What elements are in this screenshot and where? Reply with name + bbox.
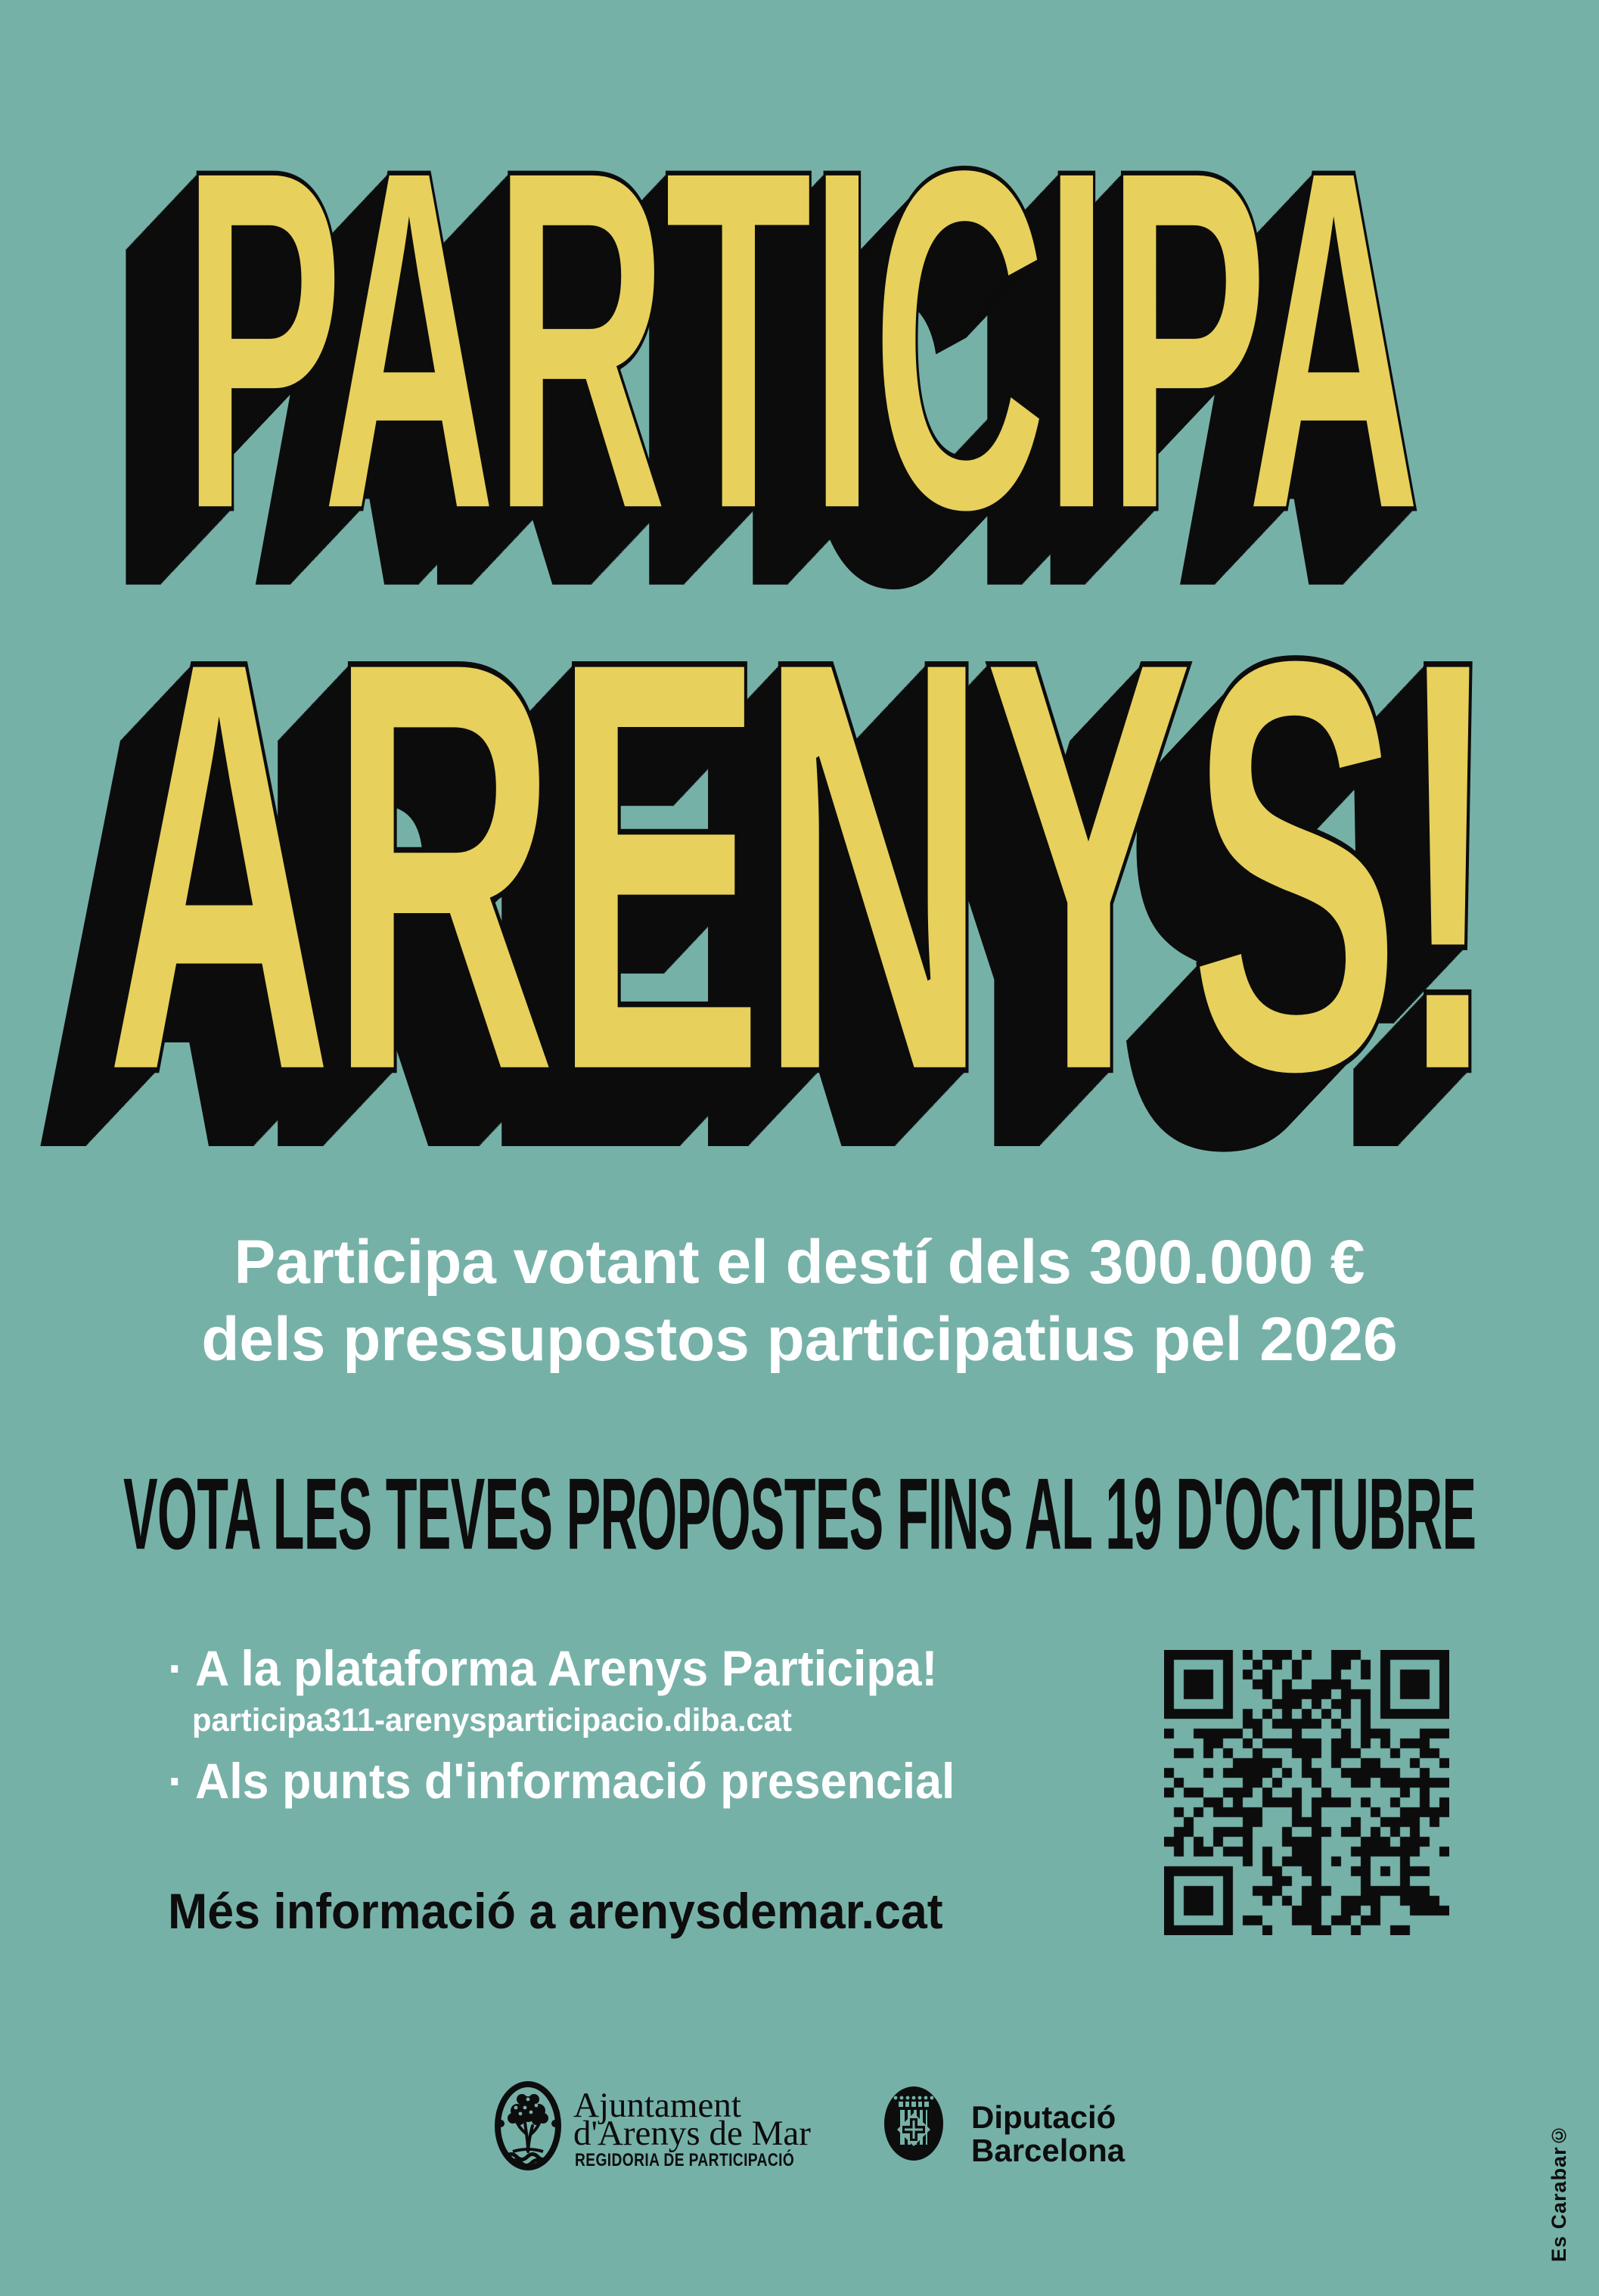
title-line-1	[0, 67, 1599, 613]
ajuntament-seal-icon	[495, 2080, 561, 2171]
title-line-1-text: PARTICIPA	[182, 67, 1417, 613]
title-line-2	[0, 536, 1599, 1196]
credit-vertical-text: Es Carabar©	[1548, 2123, 1570, 2262]
title-line-2-text: ARENYS!	[104, 536, 1495, 1196]
ajuntament-wordmark	[573, 2086, 811, 2153]
ajuntament-name-line-1: Ajuntament	[573, 2086, 741, 2125]
regidoria-label: REGIDORIA DE PARTICIPACIÓ	[575, 2150, 795, 2170]
subtitle-line-1: Participa votant el destí dels 300.000 €	[234, 1228, 1365, 1297]
subtitle-line-2: dels pressupostos participatius pel 2026	[201, 1305, 1398, 1374]
bullet-punts-informacio: · Als punts d'informació presencial	[168, 1753, 955, 1809]
deadline-headline	[0, 1457, 1599, 1571]
diputacio-name-line-1: Diputació	[971, 2099, 1116, 2135]
ajuntament-name-line-2: d'Arenys de Mar	[573, 2114, 811, 2153]
subtitle	[0, 1224, 1599, 1378]
diputacio-wordmark	[971, 2101, 1125, 2167]
diputacio-name-line-2: Barcelona	[971, 2133, 1126, 2168]
qr-code	[1164, 1650, 1449, 1935]
diputacio-seal-icon	[883, 2086, 944, 2161]
bullet-plataforma-url: participa311-arenysparticipacio.diba.cat	[192, 1702, 792, 1738]
more-info-text: Més informació a arenysdemar.cat	[168, 1883, 943, 1939]
deadline-headline-text: VOTA LES TEVES PROPOSTES FINS AL 19 D'OCTUBRE	[123, 1457, 1476, 1571]
bullet-plataforma: · A la plataforma Arenys Participa!	[168, 1640, 938, 1696]
